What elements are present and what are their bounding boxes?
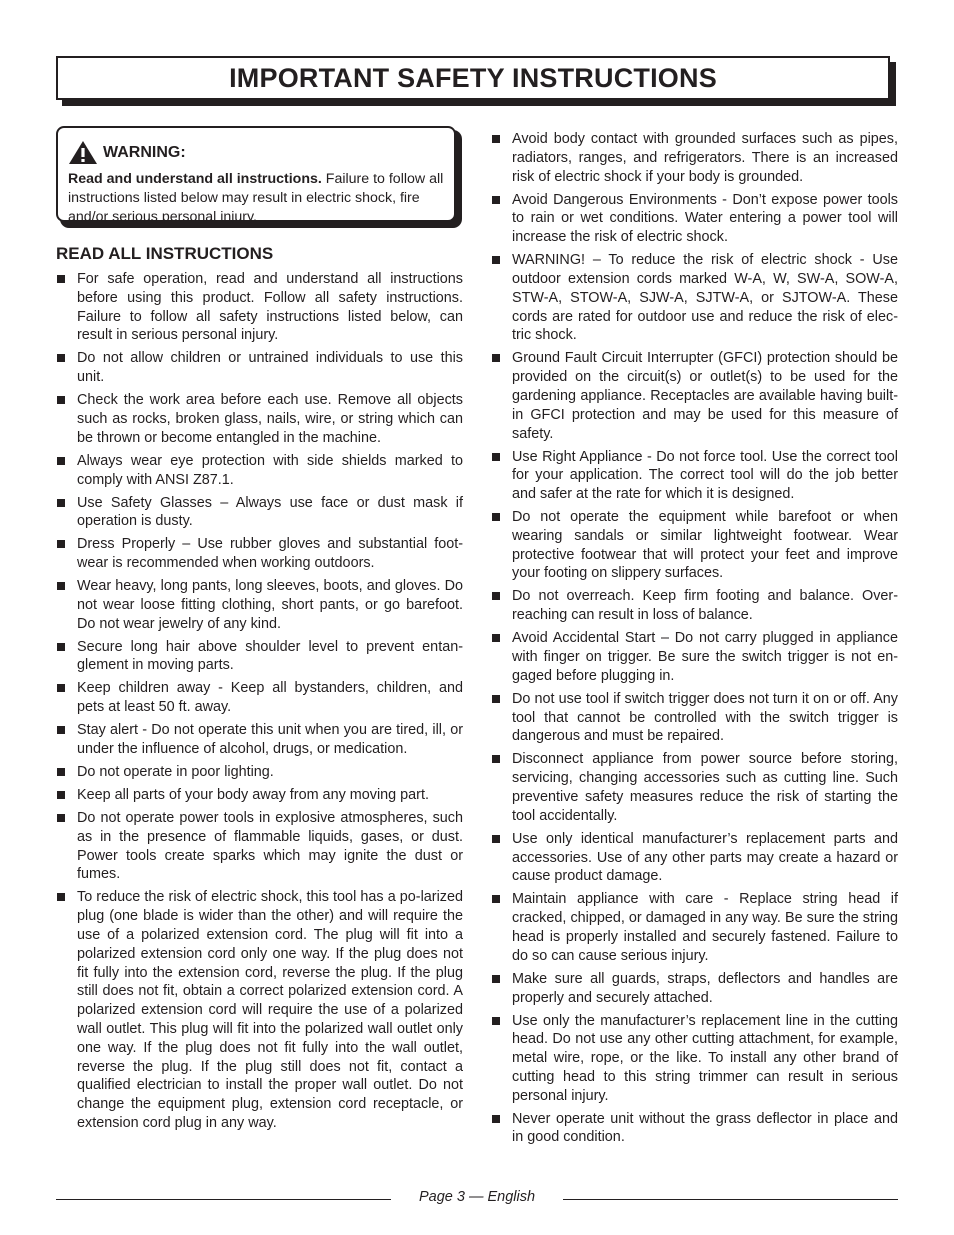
square-bullet-icon xyxy=(57,275,65,283)
section-heading: READ ALL INSTRUCTIONS xyxy=(56,244,274,263)
square-bullet-icon xyxy=(57,354,65,362)
square-bullet-icon xyxy=(57,684,65,692)
list-item-text: Check the work area before each use. Remove all objects such as rocks, broken glass, nails, wire, or string which can be thrown or become entangled in the machine. xyxy=(77,392,463,446)
list-item-text: Avoid Accidental Start – Do not carry plugged in appliance with finger on trigger. Be sure the switch trigger is not en-gaged before plugging in. xyxy=(512,630,898,684)
list-item xyxy=(56,763,463,782)
square-bullet-icon xyxy=(57,540,65,548)
list-item-text: Do not operate in poor lighting. xyxy=(77,764,274,780)
warning-body-text: Failure to follow all instructions listed below may result in electric shock, fire and/or serious personal injury. xyxy=(68,171,444,225)
page-footer xyxy=(56,1188,898,1208)
list-item-text: Do not operate power tools in explosive atmospheres, such as in the presence of flammable liquids, gases, or dust. Power tools create sparks which may ignite the dust or fumes. xyxy=(77,809,463,883)
right-instruction-list xyxy=(491,130,898,1151)
warning-bold-text: Read and understand all instructions. xyxy=(68,171,322,187)
square-bullet-icon xyxy=(57,768,65,776)
list-item-text: Maintain appliance with care - Replace string head if cracked, chipped, or damaged in any way. Be sure the string head is properly installed and securely fastened. Failure to do so can cause serious injury. xyxy=(512,891,898,964)
square-bullet-icon xyxy=(492,354,500,362)
list-item xyxy=(491,508,898,583)
list-item xyxy=(491,251,898,345)
list-item xyxy=(56,535,463,573)
square-bullet-icon xyxy=(57,791,65,799)
warning-heading xyxy=(68,140,186,165)
square-bullet-icon xyxy=(492,1017,500,1025)
list-item xyxy=(56,721,463,759)
square-bullet-icon xyxy=(492,975,500,983)
square-bullet-icon xyxy=(492,755,500,763)
list-item-text: Disconnect appliance from power source before storing, servicing, changing accessories such as cutting line. Such preventive safety measures reduce the risk of starting the tool accidentally. xyxy=(512,751,898,824)
list-item-text: Make sure all guards, straps, deflectors and handles are properly and securely attached. xyxy=(512,970,898,1006)
title-box xyxy=(56,56,890,100)
list-item-text: Never operate unit without the grass deflector in place and in good condition. xyxy=(512,1110,898,1146)
list-item xyxy=(491,629,898,685)
list-item xyxy=(56,494,463,532)
list-item xyxy=(491,690,898,746)
list-item-text: Do not operate the equipment while barefoot or when wearing sandals or similar lightweight footwear. Wear protective footwear that will protect your feet and improve your footing on slippery surfaces. xyxy=(512,509,898,582)
square-bullet-icon xyxy=(57,499,65,507)
list-item-text: Use Safety Glasses – Always use face or dust mask if operation is dusty. xyxy=(77,494,463,530)
warning-triangle-icon xyxy=(68,140,98,165)
list-item xyxy=(491,970,898,1008)
list-item-text: Do not allow children or untrained individuals to use this unit. xyxy=(77,350,463,386)
list-item-text: Dress Properly – Use rubber gloves and substantial foot-wear is recommended when working outdoors. xyxy=(77,536,463,572)
list-item xyxy=(56,638,463,676)
square-bullet-icon xyxy=(492,592,500,600)
list-item-text: Wear heavy, long pants, long sleeves, boots, and gloves. Do not wear loose fitting clothing, short pants, or go barefoot. Do not wear jewelry of any kind. xyxy=(77,578,463,632)
list-item xyxy=(56,888,463,1132)
list-item-text: Use only identical manufacturer’s replacement parts and accessories. Use of any other parts may create a hazard or cause product damage. xyxy=(512,830,898,885)
list-item-text: Keep all parts of your body away from any moving part. xyxy=(77,786,429,803)
square-bullet-icon xyxy=(492,513,500,521)
list-item xyxy=(491,750,898,825)
list-item xyxy=(491,130,898,186)
warning-box xyxy=(56,126,462,228)
list-item-text: Do not overreach. Keep firm footing and balance. Over-reaching can result in loss of balance. xyxy=(512,588,898,624)
left-instruction-list xyxy=(56,270,463,1137)
square-bullet-icon xyxy=(492,256,500,264)
list-item-text: Keep children away - Keep all bystanders, children, and pets at least 50 ft. away. xyxy=(77,680,463,716)
square-bullet-icon xyxy=(57,814,65,822)
square-bullet-icon xyxy=(492,895,500,903)
list-item xyxy=(56,349,463,387)
list-item xyxy=(56,452,463,490)
list-item xyxy=(56,391,463,447)
list-item xyxy=(491,1110,898,1148)
square-bullet-icon xyxy=(492,835,500,843)
page-title: IMPORTANT SAFETY INSTRUCTIONS xyxy=(229,62,717,93)
square-bullet-icon xyxy=(492,196,500,204)
list-item-text: Always wear eye protection with side shields marked to comply with ANSI Z87.1. xyxy=(77,452,463,488)
list-item xyxy=(491,1012,898,1106)
list-item xyxy=(491,587,898,625)
list-item xyxy=(56,679,463,717)
list-item xyxy=(491,448,898,504)
warning-box-frame xyxy=(56,126,456,225)
list-item-text: Stay alert - Do not operate this unit when you are tired, ill, or under the influence of alcohol, drugs, or medication. xyxy=(77,722,463,758)
list-item-text: For safe operation, read and understand all instructions before using this product. Follow all safety instructions. Failure to follow all safety instructions listed below, can result in serious personal injury. xyxy=(77,271,463,344)
square-bullet-icon xyxy=(57,893,65,901)
list-item-text: Avoid body contact with grounded surfaces such as pipes, radiators, ranges, and refrigerators. There is an increased risk of electric shock if your body is grounded. xyxy=(512,131,898,185)
list-item-text: WARNING! – To reduce the risk of electric shock - Use outdoor extension cords marked W-A, W, SW-A, SOW-A, STW-A, STOW-A, SJW-A, SJTW-A, or SJTOW-A. These cords are rated for outdoor use and reduce the risk of elec-tric shock. xyxy=(512,252,898,344)
square-bullet-icon xyxy=(492,634,500,642)
list-item xyxy=(491,191,898,247)
list-item xyxy=(491,830,898,886)
list-item-text: Ground Fault Circuit Interrupter (GFCI) protection should be provided on the circuit(s) or outlet(s) to be used for the gardening appliance. Receptacles are available having built-in GFCI protection and may be used for this measure of safety. xyxy=(512,350,898,442)
footer-rule-left xyxy=(56,1199,391,1200)
list-item xyxy=(56,577,463,633)
square-bullet-icon xyxy=(492,135,500,143)
square-bullet-icon xyxy=(492,453,500,461)
list-item-text: Do not use tool if switch trigger does not turn it on or off. Any tool that cannot be controlled with the switch trigger is dangerous and must be repaired. xyxy=(512,690,898,745)
list-item-text: Use Right Appliance - Do not force tool. Use the correct tool for your application. The correct tool will do the job better and safer at the rate for which it is designed. xyxy=(512,448,898,503)
list-item xyxy=(56,786,463,805)
square-bullet-icon xyxy=(492,695,500,703)
square-bullet-icon xyxy=(492,1115,500,1123)
warning-label: WARNING: xyxy=(103,143,186,161)
square-bullet-icon xyxy=(57,457,65,465)
square-bullet-icon xyxy=(57,396,65,404)
square-bullet-icon xyxy=(57,726,65,734)
square-bullet-icon xyxy=(57,643,65,651)
list-item-text: Secure long hair above shoulder level to prevent entan-glement in moving parts. xyxy=(77,638,463,674)
list-item xyxy=(56,270,463,345)
page-title-banner xyxy=(56,56,896,106)
list-item-text: Use only the manufacturer’s replacement line in the cutting head. Do not use any other cutting attachment, for example, metal wire, rope, or the like. To install any other brand of cutting head to this string trimmer can result in serious personal injury. xyxy=(512,1012,898,1104)
page-number: Page 3 — English xyxy=(418,1189,536,1205)
list-item xyxy=(56,809,463,884)
list-item-text: To reduce the risk of electric shock, this tool has a po-larized plug (one blade is wider than the other) and will require the use of a polarized extension cord. The plug will fit into a polarized extension cord only one way. If the plug does not fit fully into the extension cord, reverse the plug. If the plug still does not fit, obtain a correct polarized extension cord. A polarized extension cord will require the use of a polarized wall outlet. This plug will fit into the polarized wall outlet only one way. If the plug does not fit fully into the wall outlet, reverse the plug. If the plug still does not fit, contact a qualified electrician to install the proper wall outlet. Do not change the equipment plug, extension cord receptacle, or extension cord plug in any way. xyxy=(77,889,463,1131)
list-item xyxy=(491,890,898,965)
list-item-text: Avoid Dangerous Environments - Don’t expose power tools to rain or wet conditions. Water entering a power tool will increase the risk of electric shock. xyxy=(512,191,898,246)
footer-rule-right xyxy=(563,1199,898,1200)
warning-text xyxy=(68,170,453,227)
square-bullet-icon xyxy=(57,582,65,590)
list-item xyxy=(491,349,898,443)
